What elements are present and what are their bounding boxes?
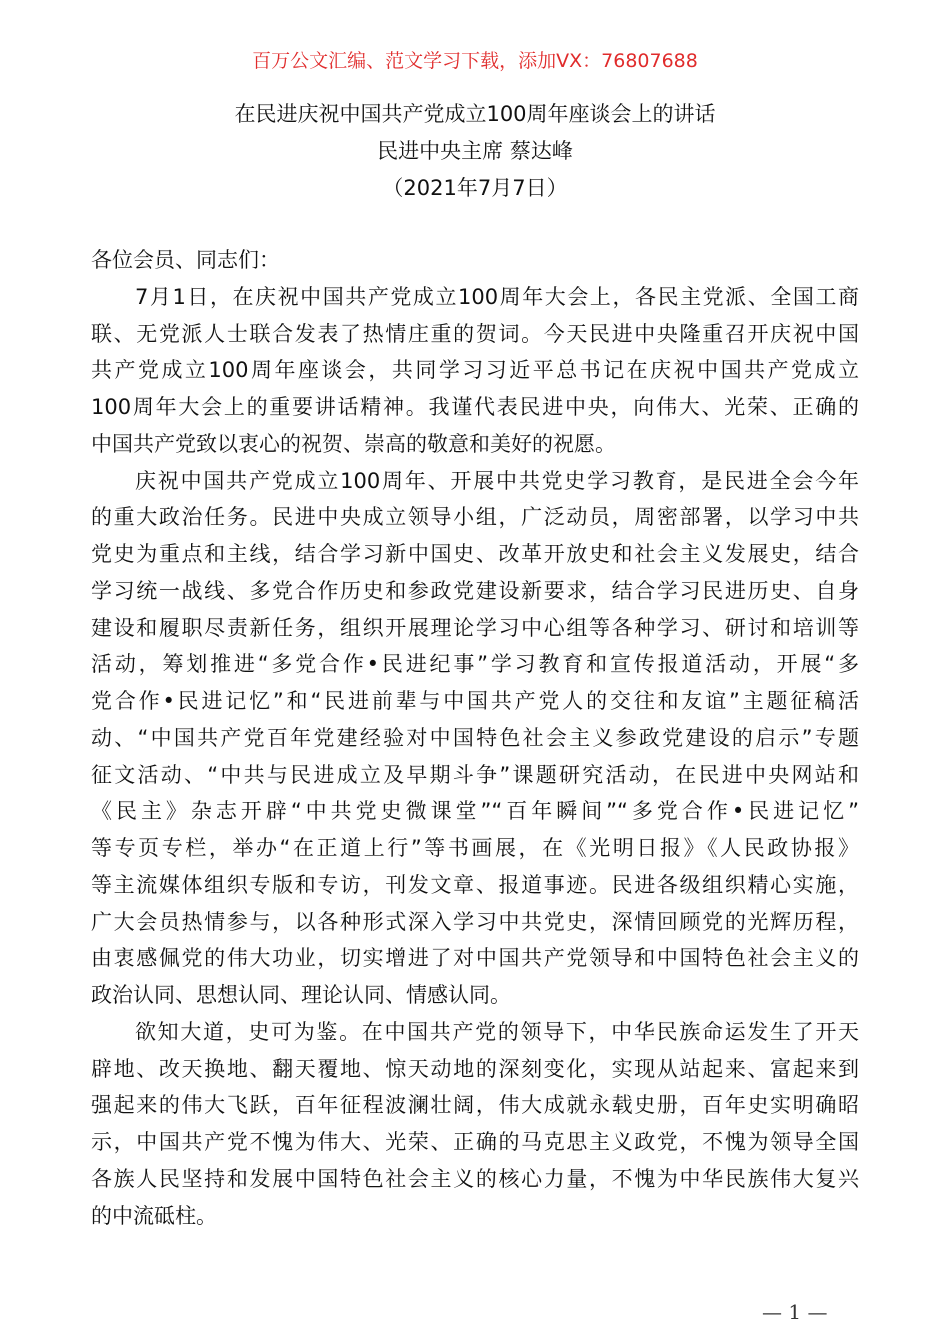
speaker-line: 民进中央主席 蔡达峰 bbox=[377, 139, 573, 163]
paragraph-line: 动、“中国共产党百年党建经验对中国特色社会主义参政党建设的启示”专题 bbox=[91, 725, 859, 750]
paragraph-line: 7月1日，在庆祝中国共产党成立100周年大会上，各民主党派、全国工商 bbox=[135, 284, 859, 309]
paragraph-line: 辟地、改天换地、翻天覆地、惊天动地的深刻变化，实现从站起来、富起来到 bbox=[91, 1056, 859, 1081]
paragraph bbox=[91, 463, 859, 1014]
paragraph-line: 《民主》杂志开辟“中共党史微课堂”“百年瞬间”“多党合作•民进记忆” bbox=[91, 799, 859, 824]
paragraph-line: 等专页专栏，举办“在正道上行”等书画展，在《光明日报》《人民政协报》 bbox=[91, 836, 859, 860]
document-body bbox=[91, 242, 859, 1234]
speech-date: （2021年7月7日） bbox=[382, 176, 568, 200]
page-number: — 1 — bbox=[762, 1300, 828, 1324]
paragraph-line: 联、无党派人士联合发表了热情庄重的贺词。今天民进中央隆重召开庆祝中国 bbox=[91, 321, 859, 346]
paragraph-line: 100周年大会上的重要讲话精神。我谨代表民进中央，向伟大、光荣、正确的 bbox=[91, 395, 859, 419]
paragraph-line: 示，中国共产党不愧为伟大、光荣、正确的马克思主义政党，不愧为领导全国 bbox=[91, 1130, 859, 1154]
paragraph-line: 征文活动、“中共与民进成立及早期斗争”课题研究活动，在民进中央网站和 bbox=[91, 762, 859, 787]
paragraph-line: 的重大政治任务。民进中央成立领导小组，广泛动员，周密部署，以学习中共 bbox=[91, 505, 859, 530]
paragraph-line: 政治认同、思想认同、理论认同、情感认同。 bbox=[91, 983, 511, 1007]
paragraph-line: 的中流砥柱。 bbox=[91, 1203, 217, 1228]
paragraph-line: 庆祝中国共产党成立100周年、开展中共党史学习教育，是民进全会今年 bbox=[135, 468, 859, 493]
watermark-banner: 百万公文汇编、范文学习下载，添加VX：76807688 bbox=[252, 50, 698, 72]
paragraphs-container bbox=[91, 279, 859, 1235]
paragraph-line: 建设和履职尽责新任务，组织开展理论学习中心组等各种学习、研讨和培训等 bbox=[91, 615, 859, 640]
paragraph-line: 活动，筹划推进“多党合作•民进纪事”学习教育和宣传报道活动，开展“多 bbox=[91, 652, 859, 677]
paragraph-line: 由衷感佩党的伟大功业，切实增进了对中国共产党领导和中国特色社会主义的 bbox=[91, 946, 859, 971]
paragraph-line: 强起来的伟大飞跃，百年征程波澜壮阔，伟大成就永载史册，百年史实明确昭 bbox=[91, 1093, 859, 1118]
paragraph-line: 欲知大道，史可为鉴。在中国共产党的领导下，中华民族命运发生了开天 bbox=[135, 1019, 859, 1044]
document-title: 在民进庆祝中国共产党成立100周年座谈会上的讲话 bbox=[234, 102, 716, 126]
paragraph bbox=[91, 279, 859, 463]
paragraph-line: 共产党成立100周年座谈会，共同学习习近平总书记在庆祝中国共产党成立 bbox=[91, 358, 859, 383]
paragraph-line: 广大会员热情参与，以各种形式深入学习中共党史，深情回顾党的光辉历程， bbox=[91, 909, 859, 934]
paragraph-line: 党合作•民进记忆”和“民进前辈与中国共产党人的交往和友谊”主题征稿活 bbox=[91, 689, 859, 713]
salutation: 各位会员、同志们： bbox=[91, 248, 280, 272]
paragraph-line: 学习统一战线、多党合作历史和参政党建设新要求，结合学习民进历史、自身 bbox=[91, 578, 859, 603]
paragraph-line: 各族人民坚持和发展中国特色社会主义的核心力量，不愧为中华民族伟大复兴 bbox=[91, 1166, 859, 1191]
paragraph-line: 等主流媒体组织专版和专访，刊发文章、报道事迹。民进各级组织精心实施， bbox=[91, 872, 859, 897]
paragraph-line: 党史为重点和主线，结合学习新中国史、改革开放史和社会主义发展史，结合 bbox=[91, 542, 859, 566]
paragraph bbox=[91, 1014, 859, 1235]
paragraph-line: 中国共产党致以衷心的祝贺、崇高的敬意和美好的祝愿。 bbox=[91, 431, 616, 456]
